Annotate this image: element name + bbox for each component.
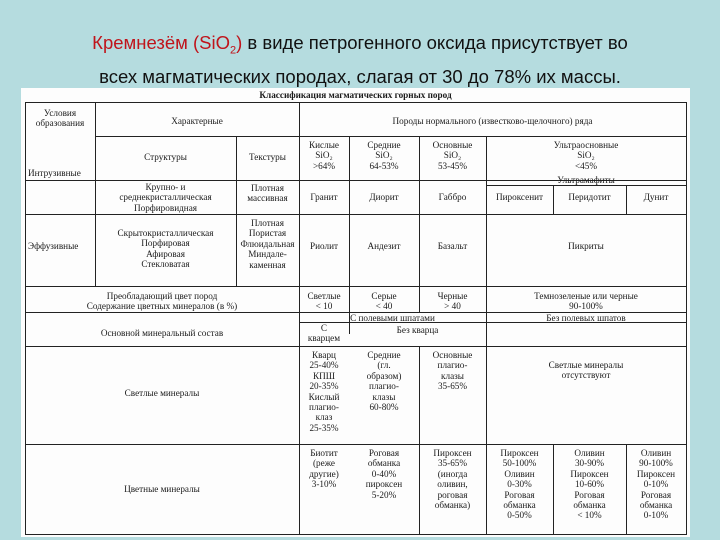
cell-ultra-dark-1: Пироксен 50-100% Оливин 0-30% Роговая обманка 0-50% xyxy=(500,448,539,521)
cell-without-feldspar: Без полевых шпатов xyxy=(546,313,626,323)
cell-dunite: Дунит xyxy=(643,192,669,202)
cell-conditions: Условия образования xyxy=(35,108,85,129)
cell-basalt: Базальт xyxy=(437,241,468,251)
heading-line-1: Кремнезём (SiO$_2$) в виде петрогенного оксида присутствует во xyxy=(92,32,628,57)
cell-gabbro: Габбро xyxy=(438,192,467,202)
cell-black: Черные > 40 xyxy=(437,291,468,312)
cell-basic-dark: Пироксен 35-65% (иногда оливин, роговая обманка) xyxy=(433,448,472,511)
cell-ultrabasic: Ультраосновные SiO₂ <45% xyxy=(553,140,619,171)
classification-table-scan xyxy=(21,88,690,537)
cell-dark-minerals: Цветные минералы xyxy=(124,484,200,494)
cell-dark-green: Темнозеленые или черные 90-100% xyxy=(534,291,638,312)
cell-dark-mineral-content: Содержание цветных минералов (в %) xyxy=(86,301,238,311)
cell-effusive: Эффузивные xyxy=(28,241,79,251)
cell-with-quartz: С кварцем xyxy=(307,323,341,344)
heading-line-2: всех магматических породах, слагая от 30 до 78% их массы. xyxy=(99,65,621,87)
cell-medium-light: Средние (гл. образом) плагио- клазы 60-80% xyxy=(366,350,402,413)
cell-effusive-structures: Скрытокристаллическая Порфировая Афировая Стекловатая xyxy=(117,228,214,270)
heading-term: Кремнезём (SiO$_2$) xyxy=(92,32,243,57)
cell-effusive-textures: Плотная Пористая Флюидальная Миндале- каменная xyxy=(240,218,295,270)
cell-rhyolite: Риолит xyxy=(309,241,338,251)
cell-acid-light: Кварц 25-40% КПШ 20-35% Кислый плагио- клаз 25-35% xyxy=(308,350,340,433)
cell-intrusive-structures: Крупно- и среднекристаллическая Порфировидная xyxy=(119,182,212,213)
cell-dominant-color: Преобладающий цвет пород xyxy=(106,291,218,301)
cell-acid: Кислые SiO₂ >64% xyxy=(309,140,339,171)
cell-light: Светлые < 10 xyxy=(307,291,341,312)
cell-peridotite: Перидотит xyxy=(568,192,611,202)
slide-heading xyxy=(30,30,690,90)
cell-basic: Основные SiO₂ 53-45% xyxy=(432,140,473,171)
cell-pyroxenite: Пироксенит xyxy=(495,192,544,202)
table-title: Классификация магматических горных пород xyxy=(259,90,452,100)
cell-intrusive-textures: Плотная массивная xyxy=(247,183,288,204)
cell-acid-dark: Биотит (реже другие) 3-10% xyxy=(309,448,339,490)
cell-granite: Гранит xyxy=(310,192,338,202)
cell-characteristic: Характерные xyxy=(171,116,223,126)
cell-without-quartz: Без кварца xyxy=(396,325,439,335)
cell-with-feldspar: С полевыми шпатами xyxy=(350,313,435,323)
cell-medium-dark: Роговая обманка 0-40% пироксен 5-20% xyxy=(365,448,403,500)
cell-medium: Средние SiO₂ 64-53% xyxy=(367,140,401,171)
cell-diorite: Диорит xyxy=(369,192,399,202)
cell-andesite: Андезит xyxy=(367,241,401,251)
cell-light-absent: Светлые минералы отсутствуют xyxy=(548,360,624,381)
cell-main-composition: Основной минеральный состав xyxy=(100,328,224,338)
cell-textures: Текстуры xyxy=(249,152,286,162)
cell-picrite: Пикриты xyxy=(568,241,604,251)
cell-ultramafic: Ультрамафиты xyxy=(557,175,615,185)
cell-intrusive: Интрузивные xyxy=(28,168,81,178)
cell-ultra-dark-2: Оливин 30-90% Пироксен 10-60% Роговая обманка < 10% xyxy=(570,448,609,521)
cell-basic-light: Основные плагио- клазы 35-65% xyxy=(432,350,473,392)
cell-structures: Структуры xyxy=(144,152,187,162)
cell-ultra-dark-3: Оливин 90-100% Пироксен 0-10% Роговая обманка 0-10% xyxy=(636,448,676,521)
cell-normal-row: Породы нормального (известково-щелочного) ряда xyxy=(392,116,593,126)
cell-grey: Серые < 40 xyxy=(371,291,397,312)
cell-light-minerals: Светлые минералы xyxy=(124,388,200,398)
